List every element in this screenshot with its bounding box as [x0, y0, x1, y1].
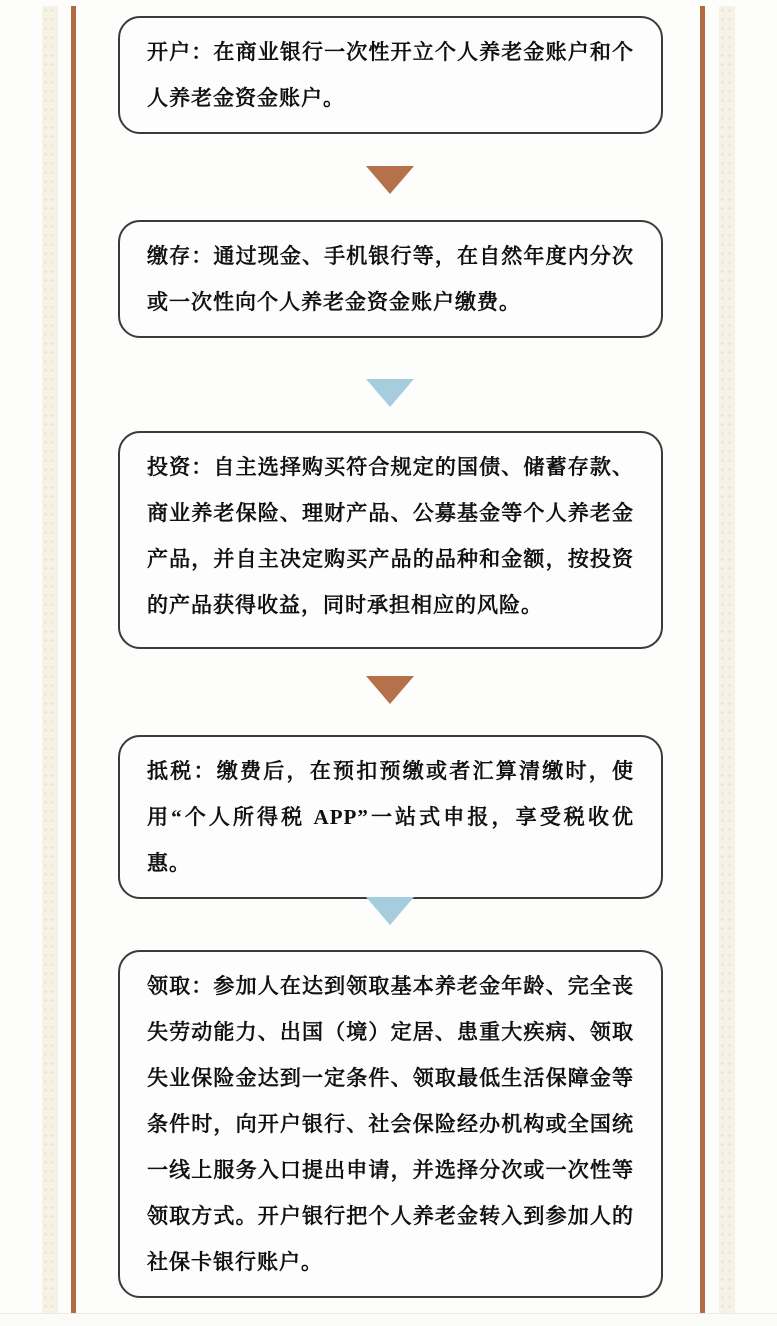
step-withdraw-box: 领取：参加人在达到领取基本养老金年龄、完全丧失劳动能力、出国（境）定居、患重大疾病、领取失业保险金达到一定条件、领取最低生活保障金等条件时，向开户银行、社会保险经办机构或全国统一线上服务入口提出申请，并选择分次或一次性等领取方式。开户银行把个人养老金转入到参加人的社保卡银行账户。	[118, 950, 663, 1298]
left-border-line	[71, 6, 76, 1313]
step-open-account-box: 开户：在商业银行一次性开立个人养老金账户和个人养老金资金账户。	[118, 16, 663, 134]
right-texture-strip	[719, 6, 735, 1313]
right-border-line	[700, 6, 705, 1313]
down-arrow-icon	[366, 379, 414, 407]
down-arrow-shape	[366, 166, 414, 194]
step-invest-box: 投资：自主选择购买符合规定的国债、储蓄存款、商业养老保险、理财产品、公募基金等个人养老金产品，并自主决定购买产品的品种和金额，按投资的产品获得收益，同时承担相应的风险。	[118, 431, 663, 649]
left-texture-strip	[42, 6, 58, 1313]
down-arrow-icon	[366, 897, 414, 925]
down-arrow-icon	[366, 676, 414, 704]
bottom-band	[0, 1313, 777, 1326]
step-tax-deduction-box: 抵税：缴费后，在预扣预缴或者汇算清缴时，使用“个人所得税 APP”一站式申报，享受税收优惠。	[118, 735, 663, 899]
down-arrow-shape	[366, 897, 414, 925]
step-deposit-box: 缴存：通过现金、手机银行等，在自然年度内分次或一次性向个人养老金资金账户缴费。	[118, 220, 663, 338]
down-arrow-shape	[366, 676, 414, 704]
down-arrow-icon	[366, 166, 414, 194]
down-arrow-shape	[366, 379, 414, 407]
